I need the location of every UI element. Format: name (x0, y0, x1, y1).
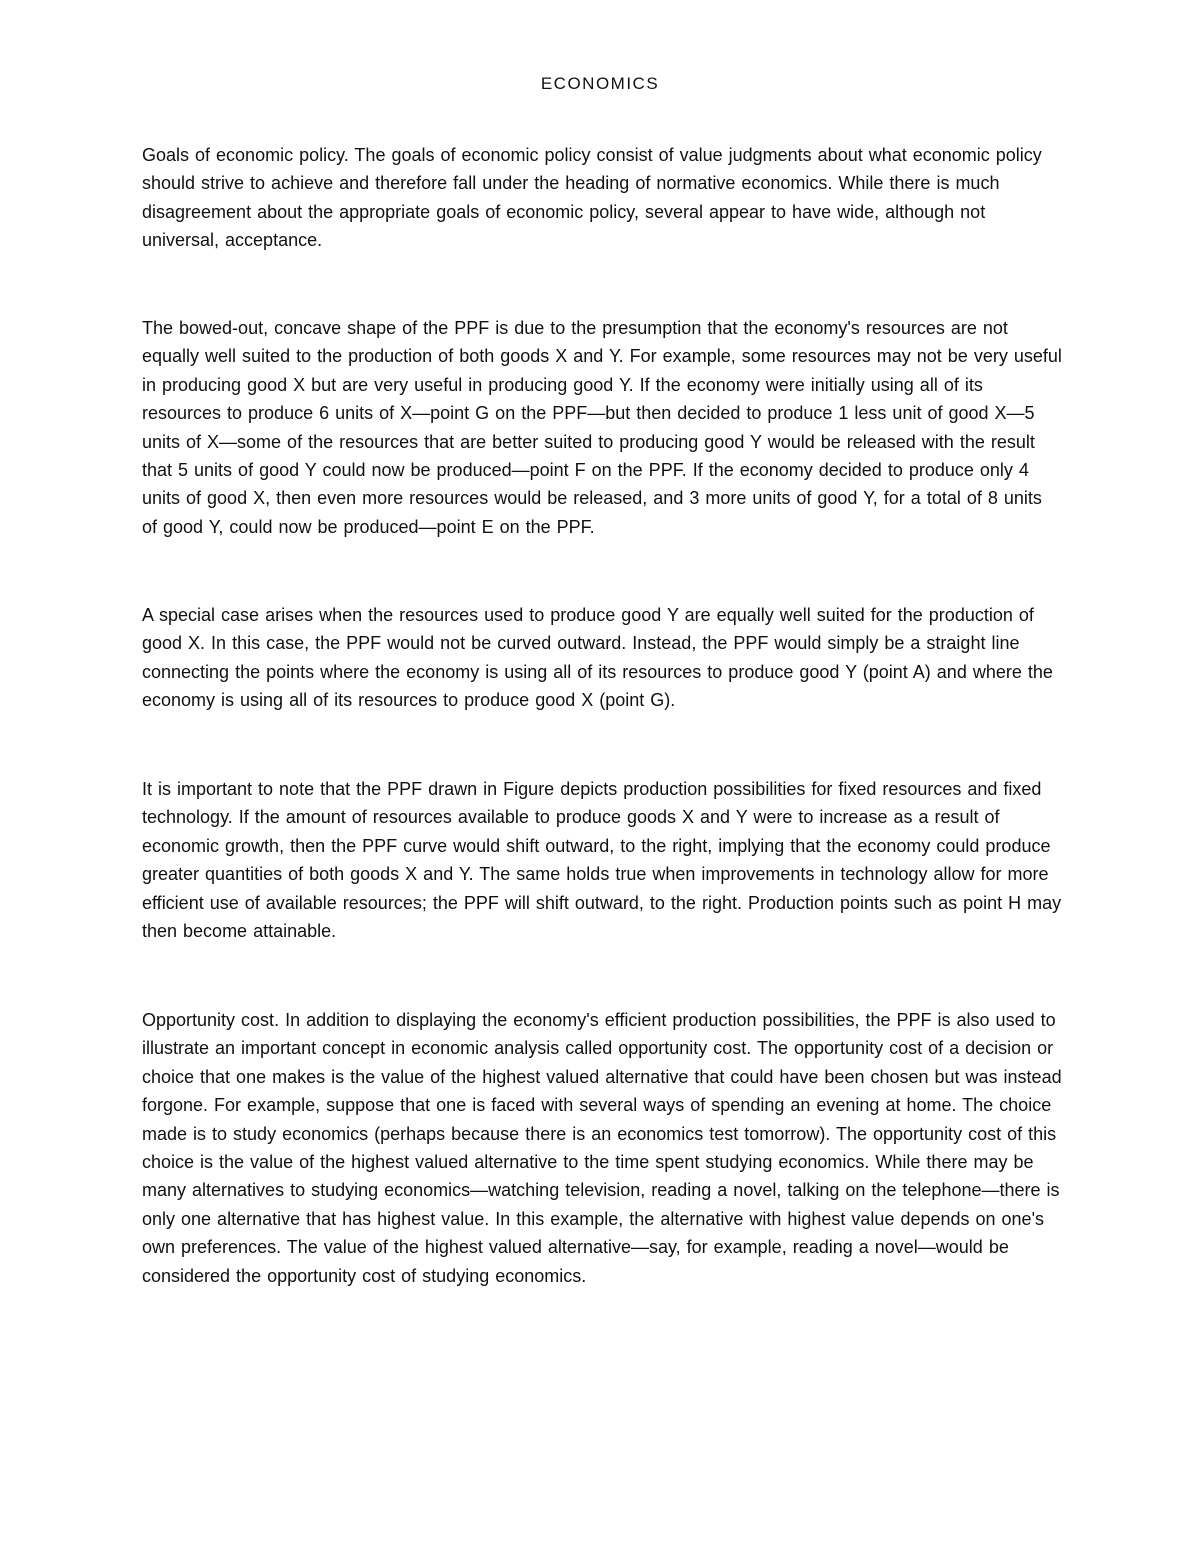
paragraph-ppf-concave-shape: The bowed-out, concave shape of the PPF is due to the presumption that the economy's resources are not equally well suited to the production of both goods X and Y. For example, some resources may not be very useful in producing good X but are very useful in producing good Y. If the economy were initially using all of its resources to produce 6 units of X—point G on the PPF—but then decided to produce 1 less unit of good X—5 units of X—some of the resources that are better suited to producing good Y would be released with the result that 5 units of good Y could now be produced—point F on the PPF. If the economy decided to produce only 4 units of good X, then even more resources would be released, and 3 more units of good Y, for a total of 8 units of good Y, could now be produced—point E on the PPF. (142, 318, 1062, 537)
paragraph-special-case: A special case arises when the resources used to produce good Y are equally well suited for the production of good X. In this case, the PPF would not be curved outward. Instead, the PPF would simply be a straight line connecting the points where the economy is using all of its resources to produce good Y (point A) and where the economy is using all of its resources to produce good X (point G). (142, 605, 1053, 711)
paragraph-opportunity-cost: Opportunity cost. In addition to displaying the economy's efficient production possibilities, the PPF is also used to illustrate an important concept in economic analysis called opportunity cost. The opportunity cost of a decision or choice that one makes is the value of the highest valued alternative that could have been chosen but was instead forgone. For example, suppose that one is faced with several ways of spending an evening at home. The choice made is to study economics (perhaps because there is an economics test tomorrow). The opportunity cost of this choice is the value of the highest valued alternative to the time spent studying economics. While there may be many alternatives to studying economics—watching television, reading a novel, talking on the telephone—there is only one alternative that has highest value. In this example, the alternative with highest value depends on one's own preferences. The value of the highest valued alternative—say, for example, reading a novel—would be considered the opportunity cost of studying economics. (142, 1010, 1062, 1286)
document-title: ECONOMICS (540, 74, 660, 93)
paragraph-goals-of-economic-policy: Goals of economic policy. The goals of economic policy consist of value judgments about what economic policy should strive to achieve and therefore fall under the heading of normative economics. While there is much disagreement about the appropriate goals of economic policy, several appear to have wide, although not universal, acceptance. (142, 145, 1042, 251)
paragraph-ppf-shift: It is important to note that the PPF drawn in Figure depicts production possibilities for fixed resources and fixed technology. If the amount of resources available to produce goods X and Y were to increase as a result of economic growth, then the PPF curve would shift outward, to the right, implying that the economy could produce greater quantities of both goods X and Y. The same holds true when improvements in technology allow for more efficient use of available resources; the PPF will shift outward, to the right. Production points such as point H may then become attainable. (142, 779, 1062, 942)
